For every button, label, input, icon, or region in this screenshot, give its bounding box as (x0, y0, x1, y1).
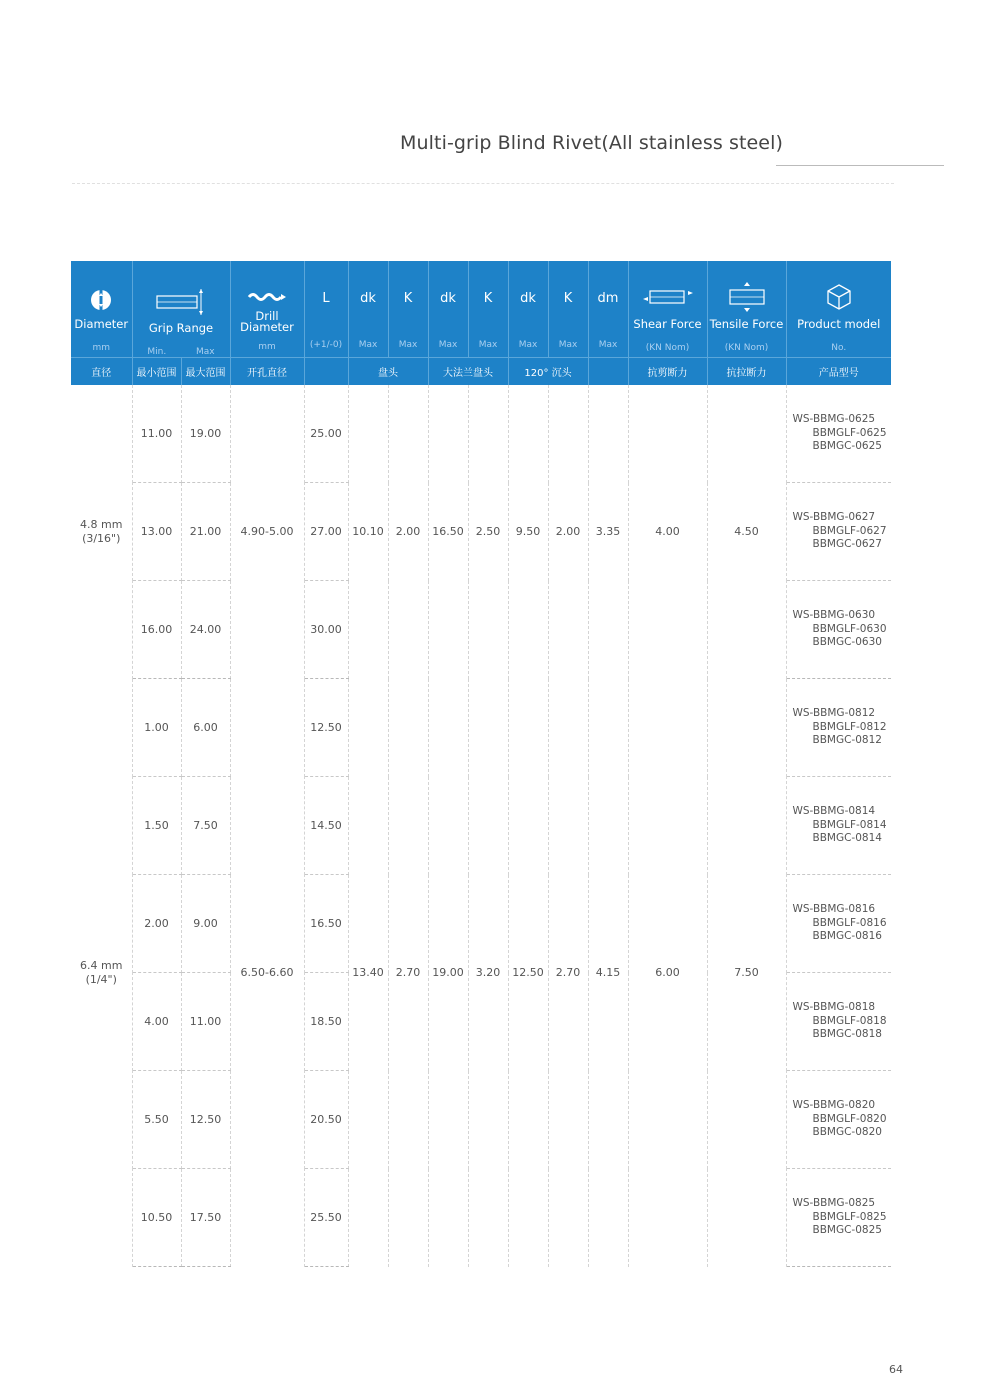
model-number: BBMGLF-0818 (812, 1014, 887, 1027)
model-number: BBMGLF-0816 (812, 916, 887, 929)
grip-max-cell: 7.50 (181, 777, 230, 875)
model-number: BBMGC-0812 (812, 734, 882, 747)
header-cn-length (304, 358, 348, 386)
grip-min-cell: 11.00 (132, 385, 181, 483)
header-dome-dk: dk Max (348, 261, 388, 358)
length-cell: 25.00 (304, 385, 348, 483)
cube-icon (826, 283, 852, 311)
dome-k-cell: 2.00 (388, 385, 428, 679)
model-number: BBMGLF-0825 (812, 1210, 887, 1223)
header-grip-min: Min. (147, 347, 167, 357)
header-grip-label: Grip Range (148, 321, 214, 335)
grip-max-cell: 19.00 (181, 385, 230, 483)
header-model-sub: No. (831, 343, 847, 353)
header-tensile (707, 261, 786, 358)
grip-max-cell: 6.00 (181, 679, 230, 777)
model-cell (786, 581, 891, 679)
title-underline (776, 165, 944, 166)
header-dm: dm Max (588, 261, 628, 358)
model-number: BBMGLF-0625 (812, 426, 887, 439)
header-cn-dome: 盘头 (348, 358, 428, 386)
diameter-inch: (1/4") (85, 972, 117, 986)
header-drill-label: Drill Diameter (240, 309, 294, 334)
header-drill (230, 261, 304, 358)
drill-cell: 4.90-5.00 (230, 385, 304, 679)
rivet-diameter-icon (88, 287, 114, 313)
model-number: BBMGC-0825 (812, 1224, 882, 1237)
dm-cell: 4.15 (588, 679, 628, 1267)
model-cell (786, 1169, 891, 1267)
dome-dk-cell: 10.10 (348, 385, 388, 679)
model-number: BBMGC-0625 (812, 440, 882, 453)
model-number: BBMGLF-0820 (812, 1112, 887, 1125)
length-cell: 30.00 (304, 581, 348, 679)
diameter-mm: 4.8 mm (80, 517, 123, 531)
header-diameter (71, 261, 132, 358)
page-number: 64 (889, 1363, 903, 1376)
header-shear (628, 261, 707, 358)
header-dome-k: K Max (388, 261, 428, 358)
model-cell (786, 777, 891, 875)
flange-dk-cell: 16.50 (428, 385, 468, 679)
model-number: WS-BBMG-0820 (792, 1099, 876, 1112)
shear-force-icon (642, 287, 694, 307)
csk-dk-cell: 12.50 (508, 679, 548, 1267)
diameter-inch: (3/16") (82, 531, 121, 545)
dome-dk-cell: 13.40 (348, 679, 388, 1267)
length-cell: 16.50 (304, 875, 348, 973)
grip-min-cell: 2.00 (132, 875, 181, 973)
header-cn-diameter: 直径 (71, 358, 132, 386)
model-number: WS-BBMG-0627 (792, 511, 876, 524)
shear-cell: 4.00 (628, 385, 707, 679)
grip-min-cell: 1.00 (132, 679, 181, 777)
tensile-cell: 7.50 (707, 679, 786, 1267)
header-drill-unit: mm (258, 342, 276, 352)
grip-min-cell: 4.00 (132, 973, 181, 1071)
length-cell: 20.50 (304, 1071, 348, 1169)
model-number: WS-BBMG-0630 (792, 609, 876, 622)
grip-max-cell: 12.50 (181, 1071, 230, 1169)
header-csk-dk: dk Max (508, 261, 548, 358)
model-number: WS-BBMG-0812 (792, 707, 876, 720)
grip-min-cell: 16.00 (132, 581, 181, 679)
grip-max-cell: 24.00 (181, 581, 230, 679)
length-cell: 25.50 (304, 1169, 348, 1267)
grip-min-cell: 13.00 (132, 483, 181, 581)
header-cn-flange: 大法兰盘头 (428, 358, 508, 386)
header-cn-row (71, 358, 891, 386)
model-number: BBMGC-0627 (812, 538, 882, 551)
header-cn-csk: 120° 沉头 (508, 358, 588, 386)
header-model-label: Product model (797, 317, 881, 331)
length-cell: 12.50 (304, 679, 348, 777)
header-grip-sub (133, 347, 230, 357)
shear-cell: 6.00 (628, 679, 707, 1267)
header-cn-tensile: 抗拉断力 (707, 358, 786, 386)
drill-cell: 6.50-6.60 (230, 679, 304, 1267)
header-tensile-unit: (KN Nom) (724, 343, 769, 353)
header-grip-max: Max (195, 347, 215, 357)
model-number: WS-BBMG-0816 (792, 903, 876, 916)
table-row (71, 679, 891, 777)
model-number: WS-BBMG-0625 (792, 413, 876, 426)
header-model (786, 261, 891, 358)
model-number: BBMGLF-0630 (812, 622, 887, 635)
header-csk-k: K Max (548, 261, 588, 358)
length-cell: 14.50 (304, 777, 348, 875)
model-number: WS-BBMG-0825 (792, 1197, 876, 1210)
header-cn-model: 产品型号 (786, 358, 891, 386)
model-cell (786, 483, 891, 581)
grip-min-cell: 1.50 (132, 777, 181, 875)
header-flange-dk: dk Max (428, 261, 468, 358)
model-cell (786, 875, 891, 973)
grip-min-cell: 10.50 (132, 1169, 181, 1267)
header-cn-drill: 开孔直径 (230, 358, 304, 386)
model-number: BBMGC-0818 (812, 1028, 882, 1041)
length-cell: 18.50 (304, 973, 348, 1071)
header-diameter-unit: mm (92, 343, 111, 353)
flange-dk-cell: 19.00 (428, 679, 468, 1267)
csk-dk-cell: 9.50 (508, 385, 548, 679)
diameter-cell (71, 385, 132, 679)
header-flange-k: K Max (468, 261, 508, 358)
drill-bit-icon (247, 287, 287, 307)
csk-k-cell: 2.00 (548, 385, 588, 679)
model-number: BBMGLF-0814 (812, 818, 887, 831)
rivet-spec-table (71, 261, 891, 1267)
header-cn-shear: 抗剪断力 (628, 358, 707, 386)
model-number: BBMGLF-0812 (812, 720, 887, 733)
page-title: Multi-grip Blind Rivet(All stainless steel) (400, 132, 783, 154)
model-cell (786, 973, 891, 1071)
header-length-label: L (322, 291, 330, 306)
header-cn-grip-max: 最大范围 (181, 358, 230, 386)
csk-k-cell: 2.70 (548, 679, 588, 1267)
model-number: BBMGC-0820 (812, 1126, 882, 1139)
header-diameter-label: Diameter (74, 317, 129, 331)
header-shear-label: Shear Force (633, 317, 702, 331)
grip-max-cell: 17.50 (181, 1169, 230, 1267)
model-cell (786, 1071, 891, 1169)
table-row (71, 385, 891, 483)
header-row (71, 261, 891, 358)
tensile-cell: 4.50 (707, 385, 786, 679)
model-number: BBMGC-0816 (812, 930, 882, 943)
model-number: WS-BBMG-0814 (792, 805, 876, 818)
tensile-force-icon (727, 281, 767, 313)
flange-k-cell: 3.20 (468, 679, 508, 1267)
header-cn-dm (588, 358, 628, 386)
grip-max-cell: 21.00 (181, 483, 230, 581)
dome-k-cell: 2.70 (388, 679, 428, 1267)
diameter-mm: 6.4 mm (80, 958, 123, 972)
header-length (304, 261, 348, 358)
grip-max-cell: 11.00 (181, 973, 230, 1071)
header-shear-unit: (KN Nom) (645, 343, 690, 353)
header-length-tolerance: (+1/-0) (309, 340, 343, 350)
model-cell (786, 679, 891, 777)
header-grip-range (132, 261, 230, 358)
dm-cell: 3.35 (588, 385, 628, 679)
grip-range-icon (153, 287, 209, 317)
model-number: BBMGLF-0627 (812, 524, 887, 537)
diameter-cell (71, 679, 132, 1267)
grip-min-cell: 5.50 (132, 1071, 181, 1169)
length-cell: 27.00 (304, 483, 348, 581)
flange-k-cell: 2.50 (468, 385, 508, 679)
header-divider (72, 183, 894, 184)
model-number: BBMGC-0630 (812, 636, 882, 649)
header-tensile-label: Tensile Force (709, 317, 784, 331)
table-body (71, 385, 891, 1267)
grip-max-cell: 9.00 (181, 875, 230, 973)
model-cell (786, 385, 891, 483)
model-number: WS-BBMG-0818 (792, 1001, 876, 1014)
model-number: BBMGC-0814 (812, 832, 882, 845)
header-cn-grip-min: 最小范围 (132, 358, 181, 386)
